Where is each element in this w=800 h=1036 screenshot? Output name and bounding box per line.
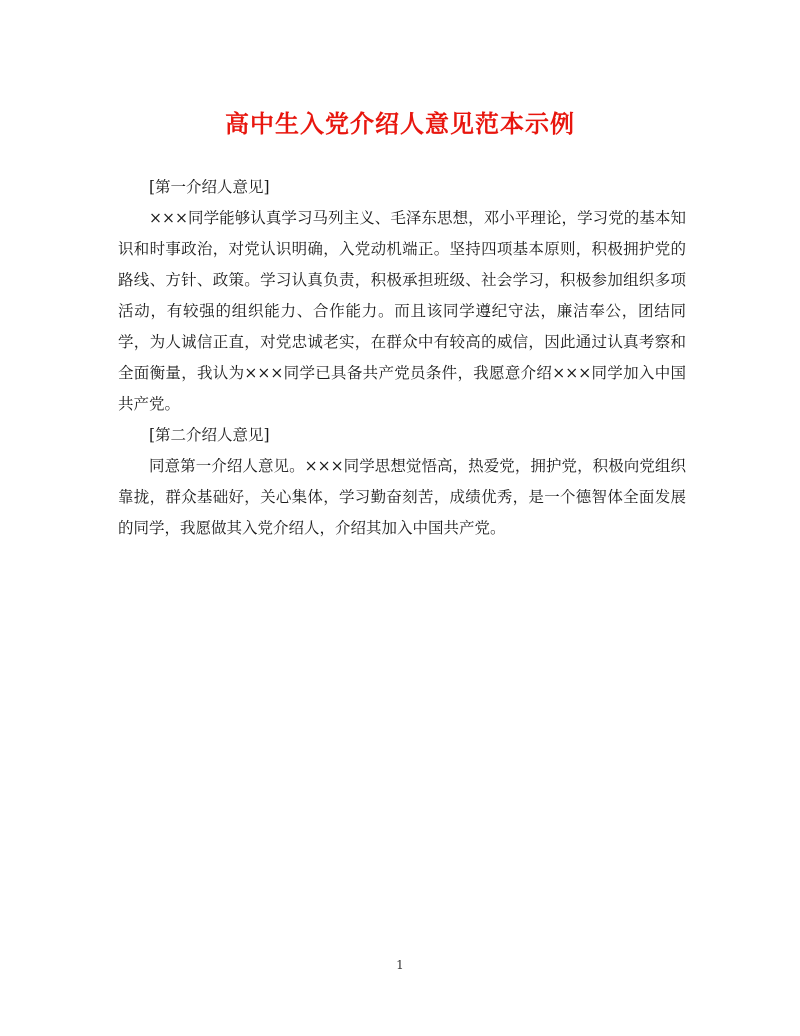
section-body-second-introducer: 同意第一介绍人意见。×××同学思想觉悟高，热爱党，拥护党，积极向党组织靠拢，群众基础好，关心集体，学习勤奋刻苦，成绩优秀，是一个德智体全面发展的同学，我愿做其入党介绍人，介绍其加入中国共产党。 bbox=[118, 457, 686, 537]
section-heading-second-introducer: [第二介绍人意见] bbox=[149, 426, 270, 444]
section-heading-first-introducer: [第一介绍人意见] bbox=[149, 178, 270, 196]
page-number: 1 bbox=[396, 958, 404, 972]
document-body bbox=[118, 172, 686, 544]
document-title: 高中生入党介绍人意见范本示例 bbox=[225, 109, 575, 138]
section-body-first-introducer: ×××同学能够认真学习马列主义、毛泽东思想，邓小平理论，学习党的基本知识和时事政治，对党认识明确，入党动机端正。坚持四项基本原则，积极拥护党的路线、方针、政策。学习认真负责，积极承担班级、社会学习，积极参加组织多项活动，有较强的组织能力、合作能力。而且该同学遵纪守法，廉洁奉公，团结同学，为人诚信正直，对党忠诚老实，在群众中有较高的威信，因此通过认真考察和全面衡量，我认为×××同学已具备共产党员条件，我愿意介绍×××同学加入中国共产党。 bbox=[118, 209, 686, 413]
